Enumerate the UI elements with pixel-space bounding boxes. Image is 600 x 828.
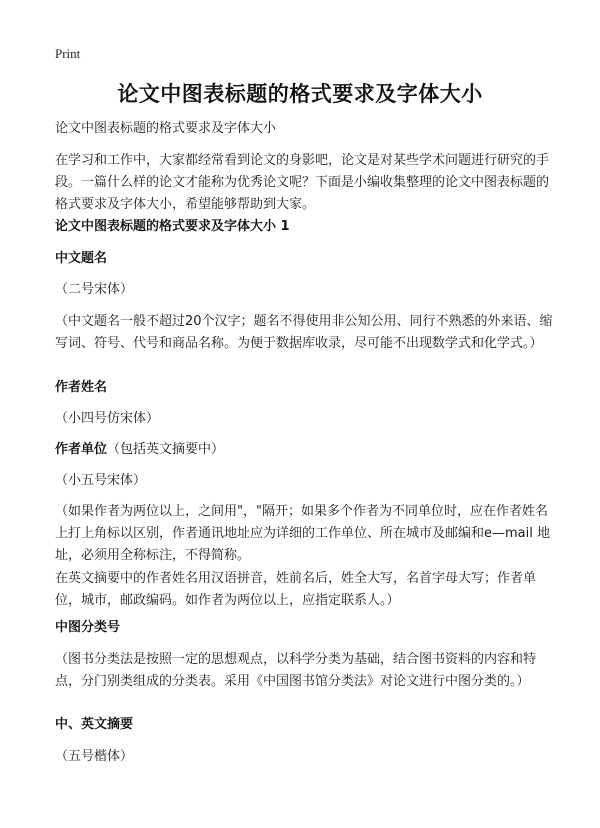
author-unit-heading: 作者单位 <box>55 442 108 457</box>
abstract-heading: 中、英文摘要 <box>55 717 134 732</box>
chinese-title-font-note: （二号宋体） <box>55 282 134 297</box>
author-unit-font-note: （小五号宋体） <box>55 473 147 488</box>
abstract-font-note: （五号楷体） <box>55 749 134 764</box>
author-unit-description: （如果作者为两位以上，之间用"，"隔开；如果多个作者为不同单位时，应在作者姓名上打上角标以区别，作者通讯地址应为详细的工作单位、所在城市及邮编和e—mail 地址，必须用全称标注，不得简称。 <box>55 504 550 563</box>
section-heading: 论文中图表标题的格式要求及字体大小 1 <box>55 219 290 234</box>
intro-paragraph: 在学习和工作中，大家都经常看到论文的身影吧，论文是对某些学术问题进行研究的手段。一篇什么样的论文才能称为优秀论文呢？下面是小编收集整理的论文中图表标题的格式要求及字体大小，希望能够帮助到大家。 <box>55 153 550 212</box>
classification-description: （图书分类法是按照一定的思想观点，以科学分类为基础，结合图书资料的内容和特点，分门别类组成的分类表。采用《中国图书馆分类法》对论文进行中图分类的。） <box>55 652 537 689</box>
author-unit-note: （包括英文摘要中） <box>107 442 225 457</box>
page-title: 论文中图表标题的格式要求及字体大小 <box>117 82 483 106</box>
english-abstract-author-description: 在英文摘要中的作者姓名用汉语拼音，姓前名后，姓全大写，名首字母大写；作者单位，城市，邮政编码。如作者为两位以上，应指定联系人。） <box>55 571 537 608</box>
print-link[interactable]: Print <box>55 46 81 61</box>
author-name-font-note: （小四号仿宋体） <box>55 411 160 426</box>
document-subtitle: 论文中图表标题的格式要求及字体大小 <box>55 121 277 136</box>
author-unit-heading-line <box>55 439 553 461</box>
chinese-title-description: （中文题名一般不超过20个汉字；题名不得使用非公知公用、同行不熟悉的外来语、缩写词、符号、代号和商品名称。为便于数据库收录，尽可能不出现数学式和化学式。） <box>55 314 553 351</box>
author-name-heading: 作者姓名 <box>55 380 108 395</box>
chinese-title-heading: 中文题名 <box>55 251 108 266</box>
classification-heading: 中图分类号 <box>55 620 121 635</box>
